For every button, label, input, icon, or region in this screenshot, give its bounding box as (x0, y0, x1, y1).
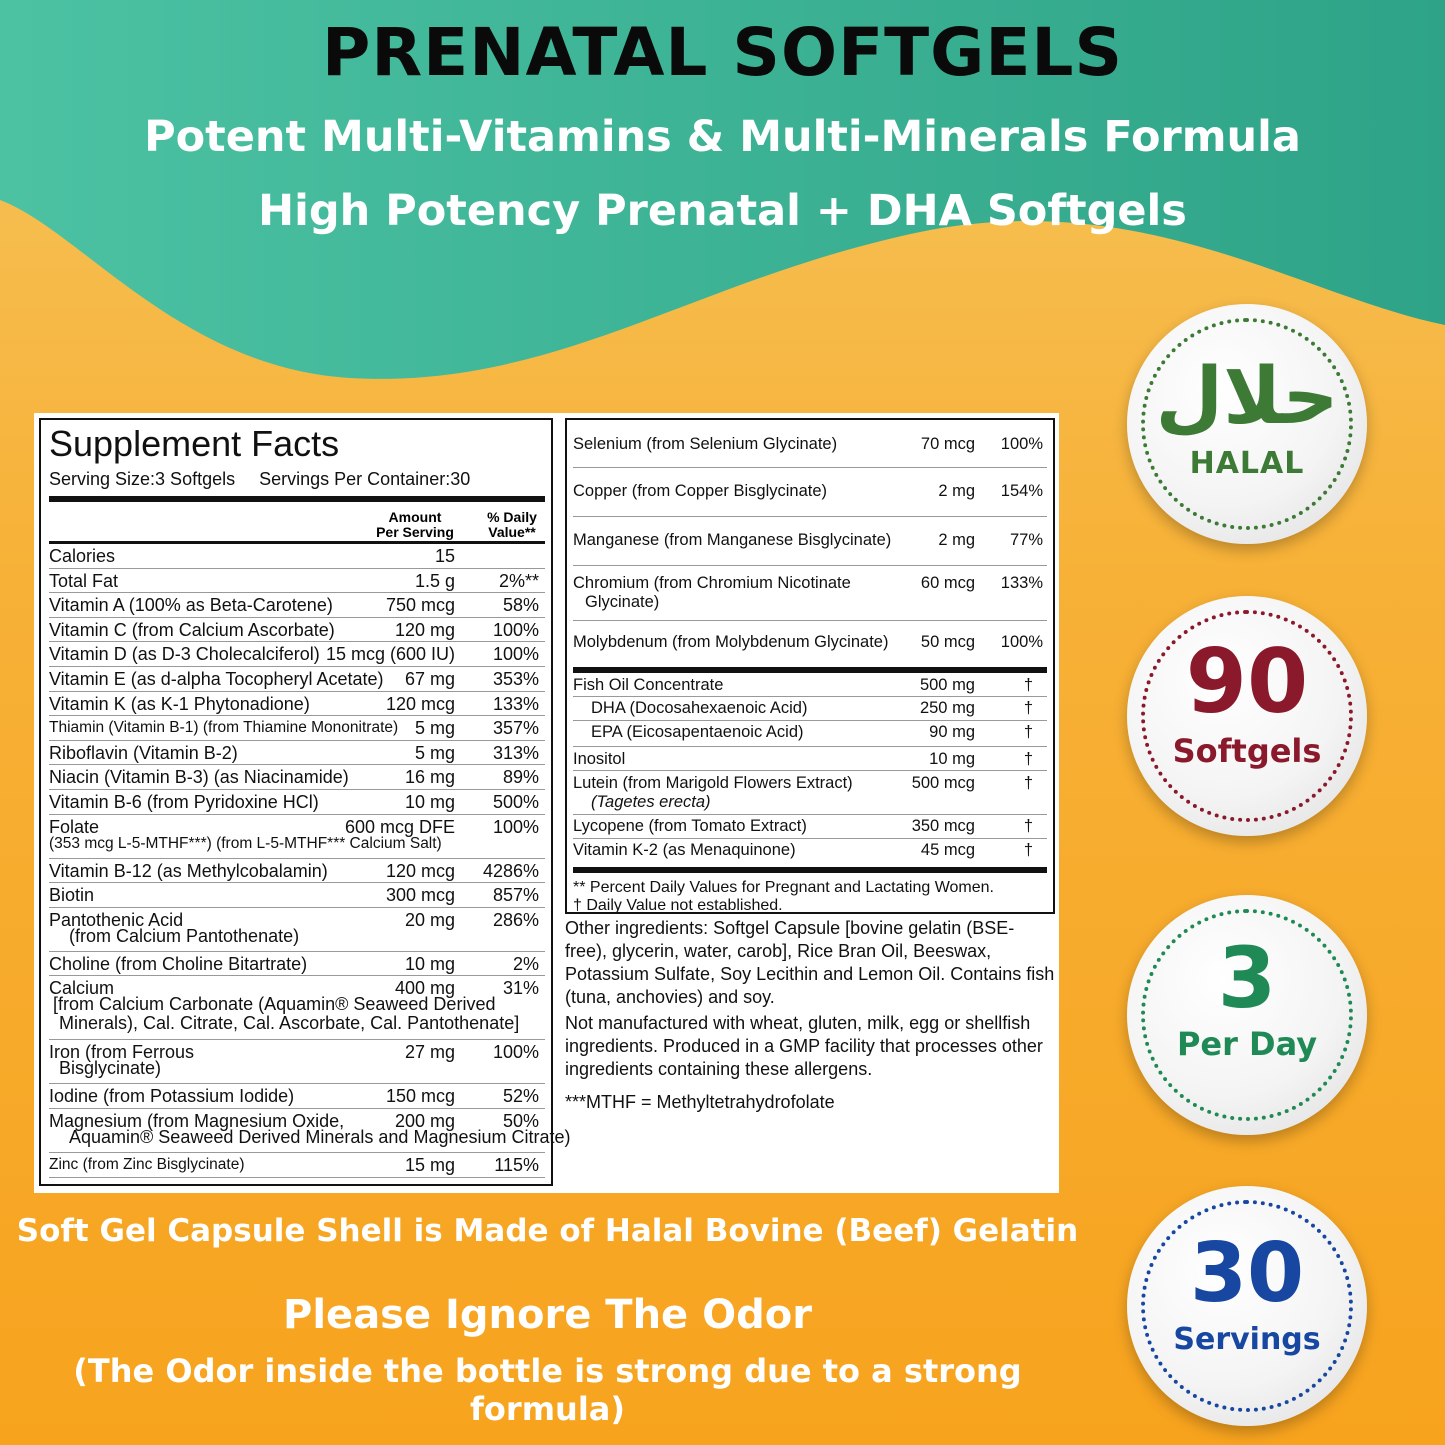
nutrient-name: Choline (from Choline Bitartrate) (49, 953, 308, 974)
other-row (573, 697, 1047, 721)
odor-detail: (The Odor inside the bottle is strong due to a strong formula) (73, 1352, 1022, 1428)
nutrient-name: Vitamin B-6 (from Pyridoxine HCl) (49, 791, 319, 812)
column-amount-line2: Per Serving (376, 524, 454, 540)
nutrient-amount: 10 mg (929, 750, 975, 768)
nutrient-amount: 750 mcg (385, 595, 455, 616)
supplement-facts-panel (34, 413, 1059, 1193)
nutrient-name: Folate (49, 816, 100, 837)
nutrient-dv: 77% (1009, 531, 1043, 549)
subtitle-potency: High Potency Prenatal + DHA Softgels (258, 186, 1187, 236)
other-row (573, 815, 1047, 839)
nutrient-dv: 100% (1000, 435, 1043, 453)
nutrient-name: Selenium (from Selenium Glycinate) (573, 435, 838, 453)
softgels-number: 90 (1185, 630, 1309, 733)
subtitle-formula: Potent Multi-Vitamins & Multi-Minerals Formula (144, 112, 1301, 162)
nutrient-dv: 100% (492, 644, 539, 665)
mthf-definition: ***MTHF = Methyltetrahydrofolate (565, 1092, 835, 1112)
nutrient-amount: 1.5 g (414, 570, 455, 591)
nutrient-name: Vitamin K (as K-1 Phytonadione) (49, 693, 310, 714)
nutrient-dv: 500% (492, 791, 539, 812)
halal-gelatin-note: Soft Gel Capsule Shell is Made of Halal Bovine (Beef) Gelatin (16, 1213, 1079, 1249)
nutrient-name: Vitamin B-12 (as Methylcobalamin) (49, 860, 328, 881)
nutrient-detail: [from Calcium Carbonate (Aquamin® Seaweed Derived (53, 994, 496, 1015)
nutrient-row (49, 815, 545, 859)
other-row (573, 721, 1047, 747)
nutrient-name: Vitamin D (as D-3 Cholecalciferol) (49, 644, 320, 665)
nutrient-amount: 120 mcg (385, 693, 455, 714)
nutrient-row (49, 618, 545, 643)
allergen-statement: Not manufactured with wheat, gluten, milk, egg or shellfish ingredients. Produced in a GMP facility that processes other ingredients containing these allergens. (565, 1013, 1043, 1079)
nutrient-name: Inositol (573, 750, 626, 768)
nutrient-amount: 350 mcg (911, 817, 975, 835)
nutrient-detail: (353 mcg L-5-MTHF***) (from L-5-MTHF*** Calcium Salt) (49, 834, 442, 852)
nutrient-amount: 50 mcg (920, 633, 975, 651)
nutrient-row (49, 1153, 545, 1178)
nutrient-dv: 115% (494, 1154, 539, 1175)
nutrient-dv: 31% (502, 978, 539, 999)
footnotes (573, 873, 1047, 915)
nutrient-name: Vitamin E (as d-alpha Tocopheryl Acetate) (49, 668, 384, 689)
supplement-facts-right-box (565, 418, 1055, 914)
nutrient-name: Lutein (from Marigold Flowers Extract) (573, 774, 853, 792)
page-title: PRENATAL SOFTGELS (321, 14, 1124, 91)
nutrient-name: EPA (Eicosapentaenoic Acid) (591, 723, 804, 741)
other-row (573, 673, 1047, 697)
nutrient-amount: 2 mg (938, 531, 975, 549)
nutrient-name: Vitamin A (100% as Beta-Carotene) (49, 595, 333, 616)
nutrient-name: Chromium (from Chromium Nicotinate (573, 574, 851, 592)
nutrient-amount: 400 mg (394, 978, 455, 999)
nutrient-dv: 52% (502, 1086, 539, 1107)
nutrient-detail-2: Minerals), Cal. Citrate, Cal. Ascorbate, Cal. Pantothenate] (59, 1013, 520, 1034)
nutrient-dv: † (1023, 699, 1033, 717)
mineral-row (573, 517, 1047, 566)
nutrient-detail: (from Calcium Pantothenate) (69, 925, 300, 946)
nutrient-amount: 500 mcg (911, 774, 975, 792)
nutrient-name: Calcium (49, 978, 115, 999)
nutrient-name: Magnesium (from Magnesium Oxide, (49, 1110, 345, 1131)
nutrient-name: Niacin (Vitamin B-3) (as Niacinamide) (49, 767, 349, 788)
nutrient-dv: 89% (502, 767, 539, 788)
halal-arabic-text: حلال (1155, 352, 1339, 442)
nutrient-row (49, 544, 545, 569)
nutrient-dv: 58% (502, 595, 539, 616)
nutrient-name: Calories (49, 546, 116, 566)
nutrient-row (49, 883, 545, 908)
nutrient-name: Biotin (49, 885, 95, 906)
nutrient-dv: † (1023, 817, 1033, 835)
mineral-row (573, 566, 1047, 621)
nutrient-dv: 357% (492, 718, 539, 739)
nutrient-amount: 120 mg (394, 619, 455, 640)
nutrient-amount: 600 mcg DFE (344, 816, 455, 837)
nutrient-amount: 2 mg (938, 482, 975, 500)
nutrient-row (49, 593, 545, 618)
nutrient-dv: 286% (492, 909, 539, 930)
nutrient-amount: 15 mg (404, 1154, 455, 1175)
nutrient-row (49, 569, 545, 594)
nutrient-name: Pantothenic Acid (49, 909, 184, 930)
nutrient-amount: 27 mg (404, 1042, 455, 1063)
nutrient-dv: 133% (1000, 574, 1043, 592)
mineral-row (573, 420, 1047, 468)
nutrient-dv: 353% (492, 668, 539, 689)
other-row (573, 771, 1047, 815)
nutrient-name: DHA (Docosahexaenoic Acid) (591, 699, 808, 717)
nutrient-dv: 313% (492, 742, 539, 763)
nutrient-amount: 120 mcg (385, 860, 455, 881)
servings-badge (1127, 1186, 1367, 1426)
nutrient-row (49, 790, 545, 815)
mineral-row (573, 468, 1047, 517)
mineral-row (573, 621, 1047, 661)
nutrient-row (49, 976, 545, 1040)
halal-label: HALAL (1189, 446, 1305, 481)
nutrient-amount: 500 mg (919, 676, 975, 694)
nutrient-amount: 20 mg (404, 909, 455, 930)
softgels-label: Softgels (1172, 732, 1322, 770)
nutrient-amount: 250 mg (919, 699, 975, 717)
nutrient-amount: 5 mg (414, 718, 455, 739)
nutrient-row (49, 952, 545, 977)
nutrient-amount: 60 mcg (920, 574, 975, 592)
nutrient-amount: 300 mcg (385, 885, 455, 906)
nutrient-detail: Aquamin® Seaweed Derived Minerals and Magnesium Citrate) (69, 1126, 571, 1147)
nutrient-row (49, 716, 545, 741)
nutrient-dv: 100% (1000, 633, 1043, 651)
nutrient-row (49, 692, 545, 717)
nutrient-amount: 10 mg (404, 953, 455, 974)
nutrient-amount: 5 mg (414, 742, 455, 763)
nutrient-dv: † (1023, 750, 1033, 768)
per-day-badge (1127, 895, 1367, 1135)
nutrient-row (49, 667, 545, 692)
nutrient-amount: 15 (434, 546, 455, 566)
serving-size: Serving Size:3 Softgels (49, 469, 236, 489)
nutrient-detail: (Tagetes erecta) (591, 793, 711, 811)
nutrient-name: Thiamin (Vitamin B-1) (from Thiamine Mononitrate) (49, 719, 399, 737)
nutrient-dv: 100% (492, 619, 539, 640)
nutrient-name: Molybdenum (from Molybdenum Glycinate) (573, 633, 889, 651)
nutrient-amount: 67 mg (404, 668, 455, 689)
odor-title: Please Ignore The Odor (283, 1292, 812, 1338)
column-dv-line2: Value** (488, 524, 536, 540)
nutrient-dv: 133% (492, 693, 539, 714)
nutrient-amount: 90 mg (929, 723, 975, 741)
nutrient-amount: 15 mcg (600 IU) (325, 644, 455, 665)
nutrient-name: Iodine (from Potassium Iodide) (49, 1086, 295, 1107)
footnote-dagger: † Daily Value not established. (573, 897, 783, 914)
nutrient-dv: 100% (492, 816, 539, 837)
nutrient-name: Vitamin K-2 (as Menaquinone) (573, 841, 796, 859)
nutrient-row (49, 642, 545, 667)
nutrient-dv: 50% (502, 1110, 539, 1131)
nutrient-dv: 2%** (498, 570, 539, 591)
nutrient-dv: 4286% (482, 860, 539, 881)
servings-number: 30 (1189, 1226, 1305, 1321)
nutrient-row (49, 1109, 571, 1153)
other-row (573, 747, 1047, 771)
column-dv-header (475, 510, 549, 540)
softgels-count-badge (1127, 596, 1367, 836)
nutrient-amount: 16 mg (404, 767, 455, 788)
nutrient-amount: 150 mcg (385, 1086, 455, 1107)
nutrient-name: Lycopene (from Tomato Extract) (573, 817, 807, 835)
nutrient-dv: † (1023, 723, 1033, 741)
nutrient-row (49, 1084, 545, 1109)
nutrient-dv: 2% (512, 953, 539, 974)
supplement-facts-title: Supplement Facts (49, 423, 340, 464)
nutrient-row (49, 859, 545, 884)
column-amount-header (359, 510, 471, 540)
nutrient-dv: † (1023, 676, 1033, 694)
nutrient-name: Vitamin C (from Calcium Ascorbate) (49, 619, 335, 640)
servings-per-container: Servings Per Container:30 (259, 469, 471, 489)
per-day-number: 3 (1217, 929, 1277, 1027)
column-amount-line1: Amount (388, 509, 442, 525)
nutrient-detail: Bisglycinate) (59, 1058, 162, 1079)
nutrient-row (49, 908, 545, 952)
nutrient-amount: 70 mcg (920, 435, 975, 453)
nutrient-name: Riboflavin (Vitamin B-2) (49, 742, 238, 763)
per-day-label: Per Day (1176, 1025, 1318, 1063)
nutrient-name: Total Fat (49, 570, 119, 591)
nutrient-name: Fish Oil Concentrate (573, 676, 724, 694)
nutrient-row (49, 765, 545, 790)
nutrient-name: Copper (from Copper Bisglycinate) (573, 482, 828, 500)
nutrient-dv: 857% (492, 885, 539, 906)
nutrient-amount: 45 mcg (920, 841, 975, 859)
nutrient-name: Zinc (from Zinc Bisglycinate) (49, 1155, 245, 1173)
serving-info (49, 468, 545, 490)
nutrient-row (49, 1040, 545, 1084)
nutrient-detail: Glycinate) (585, 593, 660, 611)
footnote-dv: ** Percent Daily Values for Pregnant and Lactating Women. (573, 879, 994, 896)
halal-badge (1127, 304, 1367, 544)
nutrient-dv: † (1023, 774, 1033, 792)
nutrient-amount: 200 mg (394, 1110, 455, 1131)
other-ingredients: Other ingredients: Softgel Capsule [bovine gelatin (BSE-free), glycerin, water, carob], Rice Bran Oil, Beeswax, Potassium Sulfate, Soy Lecithin and Lemon Oil. Contains fish (tuna, anchovies) and soy. (565, 918, 1055, 1007)
other-row (573, 839, 1047, 863)
column-dv-line1: % Daily (487, 509, 537, 525)
nutrient-amount: 10 mg (404, 791, 455, 812)
nutrient-dv: 154% (1000, 482, 1043, 500)
nutrient-dv: 100% (492, 1042, 539, 1063)
nutrient-row (49, 741, 545, 766)
servings-label: Servings (1173, 1322, 1321, 1357)
nutrient-dv: † (1023, 841, 1033, 859)
nutrient-name: Manganese (from Manganese Bisglycinate) (573, 531, 892, 549)
column-headers (49, 502, 545, 544)
nutrient-name: Iron (from Ferrous (49, 1042, 195, 1063)
supplement-facts-left-box (39, 418, 571, 1186)
